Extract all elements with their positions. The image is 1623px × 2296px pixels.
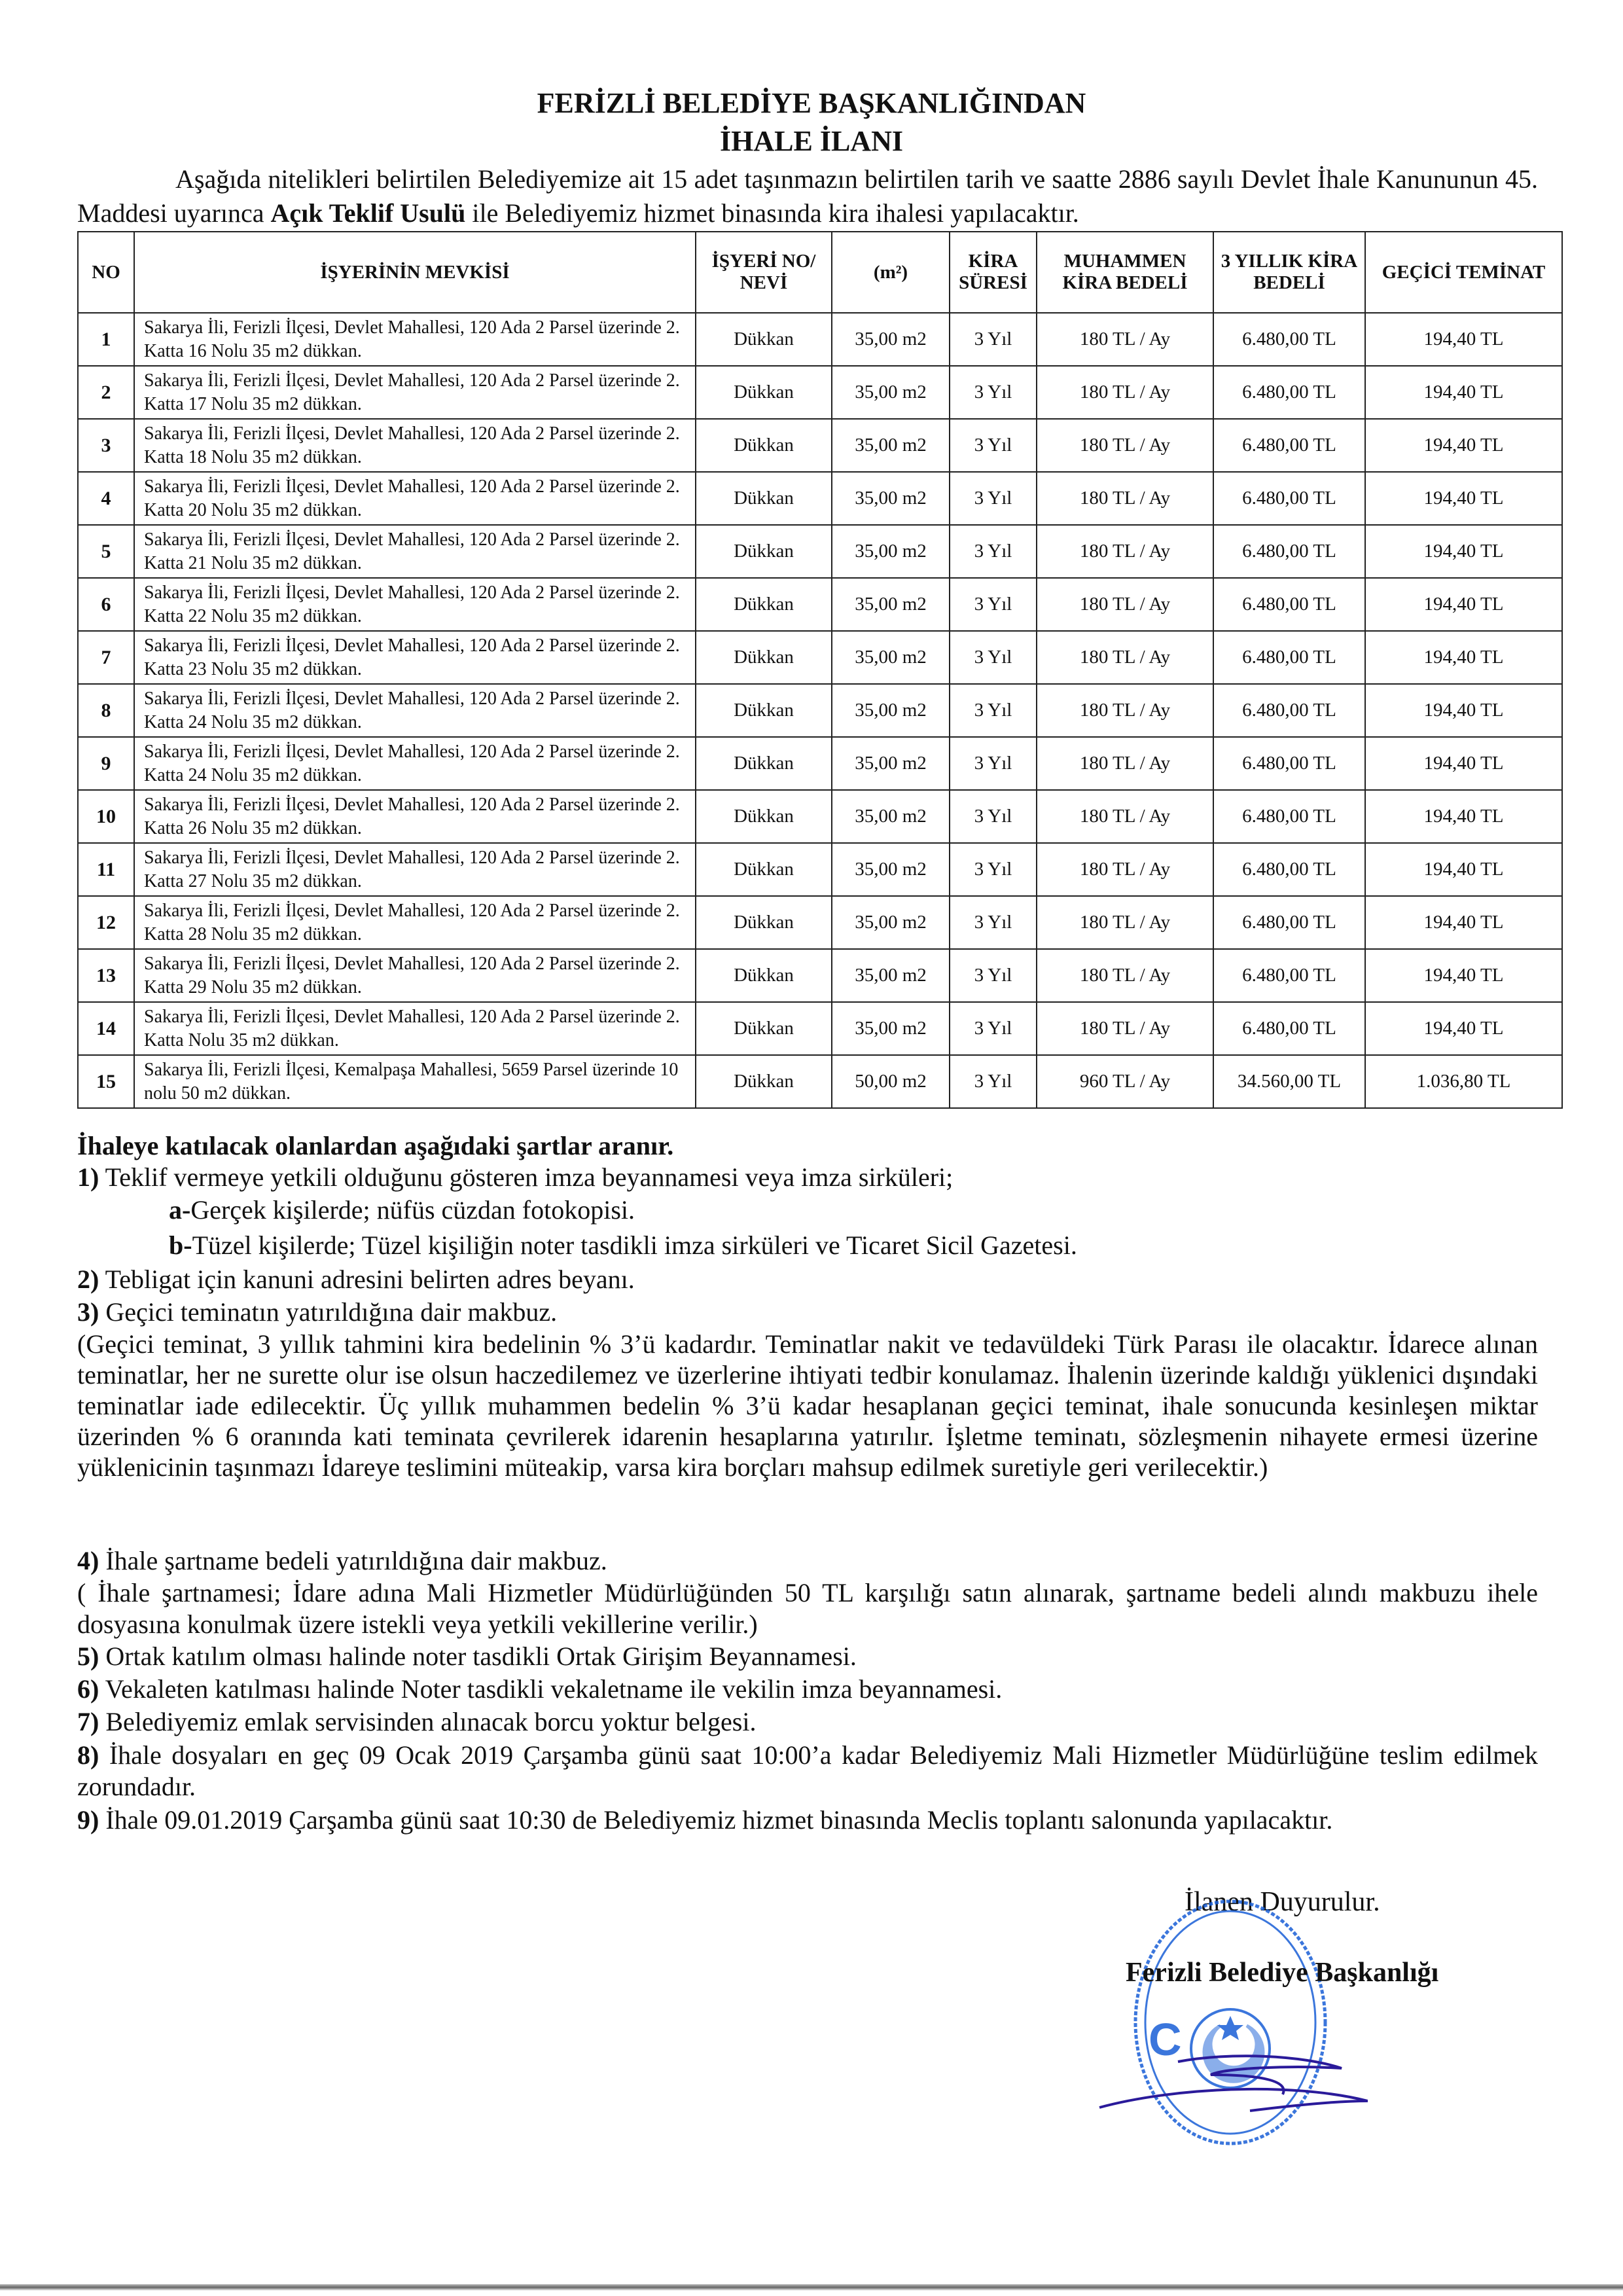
row-location: Sakarya İli, Ferizli İlçesi, Devlet Mahallesi, 120 Ada 2 Parsel üzerinde 2. Katta 21 Nolu 35 m2 dükkan. bbox=[134, 525, 696, 578]
col-header-rent-3y: 3 YILLIK KİRA BEDELİ bbox=[1213, 232, 1365, 313]
row-number: 3 bbox=[78, 419, 134, 472]
row-deposit: 194,40 TL bbox=[1365, 419, 1562, 472]
table-row bbox=[78, 737, 1562, 790]
row-location: Sakarya İli, Ferizli İlçesi, Devlet Mahallesi, 120 Ada 2 Parsel üzerinde 2. Katta 26 Nolu 35 m2 dükkan. bbox=[134, 790, 696, 843]
row-number: 11 bbox=[78, 843, 134, 896]
row-deposit: 194,40 TL bbox=[1365, 790, 1562, 843]
row-type: Dükkan bbox=[696, 419, 832, 472]
table-header-row bbox=[78, 232, 1562, 313]
row-rent-3y: 6.480,00 TL bbox=[1213, 631, 1365, 684]
intro-bold: Açık Teklif Usulü bbox=[270, 198, 466, 228]
official-stamp-icon bbox=[1093, 1885, 1368, 2160]
row-number: 2 bbox=[78, 366, 134, 419]
row-rent-3y: 6.480,00 TL bbox=[1213, 1002, 1365, 1055]
row-deposit: 194,40 TL bbox=[1365, 949, 1562, 1002]
condition-3 bbox=[77, 1297, 1538, 1327]
condition-number: 7) bbox=[77, 1707, 99, 1736]
row-type: Dükkan bbox=[696, 1002, 832, 1055]
condition-number: 3) bbox=[77, 1297, 99, 1327]
condition-number: 1) bbox=[77, 1162, 99, 1192]
condition-number: 4) bbox=[77, 1546, 99, 1575]
condition-2 bbox=[77, 1265, 1538, 1295]
row-rent-3y: 6.480,00 TL bbox=[1213, 419, 1365, 472]
conditions-heading: İhaleye katılacak olanlardan aşağıdaki şartlar aranır. bbox=[77, 1131, 674, 1160]
table-row bbox=[78, 1002, 1562, 1055]
table-row bbox=[78, 896, 1562, 949]
row-rent-3y: 6.480,00 TL bbox=[1213, 578, 1365, 631]
row-type: Dükkan bbox=[696, 1055, 832, 1108]
table-row bbox=[78, 525, 1562, 578]
row-estimated-rent: 960 TL / Ay bbox=[1037, 1055, 1213, 1108]
row-number: 1 bbox=[78, 313, 134, 366]
row-duration: 3 Yıl bbox=[950, 949, 1037, 1002]
row-duration: 3 Yıl bbox=[950, 737, 1037, 790]
col-header-location: İŞYERİNİN MEVKİSİ bbox=[134, 232, 696, 313]
row-duration: 3 Yıl bbox=[950, 578, 1037, 631]
row-number: 6 bbox=[78, 578, 134, 631]
condition-4-note: ( İhale şartnamesi; İdare adına Mali Hizmetler Müdürlüğünden 50 TL karşılığı satın alınarak, şartname bedeli alındı makbuzu ihele dosyasına konulmak üzere istekli veya yetkili vekillerine verilir.) bbox=[77, 1578, 1538, 1639]
row-estimated-rent: 180 TL / Ay bbox=[1037, 472, 1213, 525]
row-estimated-rent: 180 TL / Ay bbox=[1037, 1002, 1213, 1055]
row-area: 35,00 m2 bbox=[832, 896, 950, 949]
row-type: Dükkan bbox=[696, 631, 832, 684]
condition-9 bbox=[77, 1805, 1538, 1835]
row-estimated-rent: 180 TL / Ay bbox=[1037, 843, 1213, 896]
col-header-deposit: GEÇİCİ TEMİNAT bbox=[1365, 232, 1562, 313]
row-duration: 3 Yıl bbox=[950, 419, 1037, 472]
row-number: 14 bbox=[78, 1002, 134, 1055]
row-area: 35,00 m2 bbox=[832, 313, 950, 366]
row-rent-3y: 34.560,00 TL bbox=[1213, 1055, 1365, 1108]
svg-text:C: C bbox=[1149, 2014, 1182, 2065]
row-number: 10 bbox=[78, 790, 134, 843]
row-rent-3y: 6.480,00 TL bbox=[1213, 949, 1365, 1002]
row-estimated-rent: 180 TL / Ay bbox=[1037, 684, 1213, 737]
row-location: Sakarya İli, Ferizli İlçesi, Devlet Mahallesi, 120 Ada 2 Parsel üzerinde 2. Katta 24 Nolu 35 m2 dükkan. bbox=[134, 737, 696, 790]
row-duration: 3 Yıl bbox=[950, 843, 1037, 896]
condition-3-note: (Geçici teminat, 3 yıllık tahmini kira bedelinin % 3’ü kadardır. Teminatlar nakit ve tedavüldeki Türk Parası ile olacaktır. İdarece alınan teminatlar, her ne surette olur ise olsun haczedilemez ve üzerlerine ihtiyati tedbir konulamaz. İhalenin üzerinde kaldığı yüklenici dışındaki teminatlar iade edilecektir. Üç yıllık muhammen bedelin % 3’ü kadar hesaplanan geçici teminat, ihale sonucunda kesinleşen miktar üzerinden % 6 oranında kati teminata çevrilerek idarenin hesaplarına yatırılır. İşletme teminatı, sözleşmenin nihayete ermesi üzerine yüklenicinin taşınmazı İdareye teslimini müteakip, varsa kira borçları mahsup edilmek suretiyle geri verilecektir.) bbox=[77, 1329, 1538, 1482]
row-deposit: 194,40 TL bbox=[1365, 896, 1562, 949]
row-area: 35,00 m2 bbox=[832, 949, 950, 1002]
row-rent-3y: 6.480,00 TL bbox=[1213, 525, 1365, 578]
col-header-estimated-rent: MUHAMMEN KİRA BEDELİ bbox=[1037, 232, 1213, 313]
row-duration: 3 Yıl bbox=[950, 313, 1037, 366]
condition-6 bbox=[77, 1674, 1538, 1704]
row-area: 35,00 m2 bbox=[832, 525, 950, 578]
row-estimated-rent: 180 TL / Ay bbox=[1037, 525, 1213, 578]
row-area: 35,00 m2 bbox=[832, 1002, 950, 1055]
row-deposit: 194,40 TL bbox=[1365, 313, 1562, 366]
condition-1b bbox=[169, 1230, 1623, 1261]
announcement-closing: İlanen Duyurulur. bbox=[1185, 1887, 1380, 1917]
row-type: Dükkan bbox=[696, 843, 832, 896]
table-row bbox=[78, 631, 1562, 684]
row-estimated-rent: 180 TL / Ay bbox=[1037, 737, 1213, 790]
row-location: Sakarya İli, Ferizli İlçesi, Devlet Mahallesi, 120 Ada 2 Parsel üzerinde 2. Katta 20 Nolu 35 m2 dükkan. bbox=[134, 472, 696, 525]
table-row bbox=[78, 578, 1562, 631]
row-number: 13 bbox=[78, 949, 134, 1002]
condition-text: Vekaleten katılması halinde Noter tasdikli vekaletname ile vekilin imza beyannamesi. bbox=[99, 1674, 1003, 1704]
condition-number: 8) bbox=[77, 1740, 99, 1770]
condition-number: 2) bbox=[77, 1265, 99, 1294]
row-area: 35,00 m2 bbox=[832, 631, 950, 684]
row-estimated-rent: 180 TL / Ay bbox=[1037, 896, 1213, 949]
condition-1 bbox=[77, 1162, 1538, 1193]
col-header-type: İŞYERİ NO/ NEVİ bbox=[696, 232, 832, 313]
condition-text: Geçici teminatın yatırıldığına dair makbuz. bbox=[99, 1297, 558, 1327]
row-duration: 3 Yıl bbox=[950, 1055, 1037, 1108]
row-type: Dükkan bbox=[696, 737, 832, 790]
issuing-authority: Ferizli Belediye Başkanlığı bbox=[1126, 1958, 1439, 1988]
row-deposit: 194,40 TL bbox=[1365, 1002, 1562, 1055]
row-area: 50,00 m2 bbox=[832, 1055, 950, 1108]
row-area: 35,00 m2 bbox=[832, 737, 950, 790]
row-estimated-rent: 180 TL / Ay bbox=[1037, 313, 1213, 366]
row-number: 15 bbox=[78, 1055, 134, 1108]
row-duration: 3 Yıl bbox=[950, 472, 1037, 525]
row-location: Sakarya İli, Ferizli İlçesi, Devlet Mahallesi, 120 Ada 2 Parsel üzerinde 2. Katta 29 Nolu 35 m2 dükkan. bbox=[134, 949, 696, 1002]
row-deposit: 194,40 TL bbox=[1365, 472, 1562, 525]
row-number: 9 bbox=[78, 737, 134, 790]
page-title: FERİZLİ BELEDİYE BAŞKANLIĞINDAN bbox=[537, 87, 1086, 119]
condition-5 bbox=[77, 1641, 1538, 1672]
condition-text: İhale şartname bedeli yatırıldığına dair makbuz. bbox=[99, 1546, 607, 1575]
condition-4 bbox=[77, 1546, 1538, 1576]
row-rent-3y: 6.480,00 TL bbox=[1213, 684, 1365, 737]
row-area: 35,00 m2 bbox=[832, 578, 950, 631]
page-subtitle: İHALE İLANI bbox=[720, 125, 903, 157]
condition-number: 9) bbox=[77, 1805, 99, 1835]
row-estimated-rent: 180 TL / Ay bbox=[1037, 419, 1213, 472]
condition-text: İhale dosyaları en geç 09 Ocak 2019 Çarşamba günü saat 10:00’a kadar Belediyemiz Mali Hizmetler Müdürlüğüne teslim edilmek zorundadır. bbox=[77, 1740, 1538, 1801]
row-number: 4 bbox=[78, 472, 134, 525]
col-header-duration: KİRA SÜRESİ bbox=[950, 232, 1037, 313]
row-deposit: 194,40 TL bbox=[1365, 737, 1562, 790]
table-body bbox=[78, 313, 1562, 1108]
row-deposit: 194,40 TL bbox=[1365, 631, 1562, 684]
row-duration: 3 Yıl bbox=[950, 684, 1037, 737]
row-type: Dükkan bbox=[696, 525, 832, 578]
row-estimated-rent: 180 TL / Ay bbox=[1037, 366, 1213, 419]
condition-text: Teklif vermeye yetkili olduğunu gösteren imza beyannamesi veya imza sirküleri; bbox=[99, 1162, 954, 1192]
table-row bbox=[78, 472, 1562, 525]
intro-text-end: ile Belediyemiz hizmet binasında kira ihalesi yapılacaktır. bbox=[465, 198, 1079, 228]
row-rent-3y: 6.480,00 TL bbox=[1213, 737, 1365, 790]
row-location: Sakarya İli, Ferizli İlçesi, Devlet Mahallesi, 120 Ada 2 Parsel üzerinde 2. Katta Nolu 35 m2 dükkan. bbox=[134, 1002, 696, 1055]
row-type: Dükkan bbox=[696, 896, 832, 949]
tender-table bbox=[77, 231, 1563, 1109]
row-deposit: 1.036,80 TL bbox=[1365, 1055, 1562, 1108]
row-type: Dükkan bbox=[696, 790, 832, 843]
row-type: Dükkan bbox=[696, 366, 832, 419]
condition-number: b- bbox=[169, 1230, 192, 1260]
row-duration: 3 Yıl bbox=[950, 631, 1037, 684]
row-duration: 3 Yıl bbox=[950, 896, 1037, 949]
row-area: 35,00 m2 bbox=[832, 366, 950, 419]
row-location: Sakarya İli, Ferizli İlçesi, Devlet Mahallesi, 120 Ada 2 Parsel üzerinde 2. Katta 24 Nolu 35 m2 dükkan. bbox=[134, 684, 696, 737]
condition-7 bbox=[77, 1707, 1538, 1737]
row-estimated-rent: 180 TL / Ay bbox=[1037, 578, 1213, 631]
row-area: 35,00 m2 bbox=[832, 790, 950, 843]
table-row bbox=[78, 949, 1562, 1002]
condition-number: 5) bbox=[77, 1641, 99, 1671]
row-rent-3y: 6.480,00 TL bbox=[1213, 366, 1365, 419]
condition-text: Ortak katılım olması halinde noter tasdikli Ortak Girişim Beyannamesi. bbox=[99, 1641, 857, 1671]
condition-text: İhale 09.01.2019 Çarşamba günü saat 10:30 de Belediyemiz hizmet binasında Meclis toplantı salonunda yapılacaktır. bbox=[99, 1805, 1333, 1835]
row-duration: 3 Yıl bbox=[950, 525, 1037, 578]
row-location: Sakarya İli, Ferizli İlçesi, Devlet Mahallesi, 120 Ada 2 Parsel üzerinde 2. Katta 22 Nolu 35 m2 dükkan. bbox=[134, 578, 696, 631]
table-row bbox=[78, 366, 1562, 419]
row-area: 35,00 m2 bbox=[832, 472, 950, 525]
table-row bbox=[78, 684, 1562, 737]
row-rent-3y: 6.480,00 TL bbox=[1213, 843, 1365, 896]
condition-text: Tüzel kişilerde; Tüzel kişiliğin noter tasdikli imza sirküleri ve Ticaret Sicil Gazetesi. bbox=[192, 1230, 1077, 1260]
row-rent-3y: 6.480,00 TL bbox=[1213, 790, 1365, 843]
row-number: 12 bbox=[78, 896, 134, 949]
condition-text: Tebligat için kanuni adresini belirten adres beyanı. bbox=[99, 1265, 635, 1294]
row-deposit: 194,40 TL bbox=[1365, 684, 1562, 737]
row-type: Dükkan bbox=[696, 578, 832, 631]
intro-text: Aşağıda nitelikleri belirtilen Belediyemize ait 15 adet taşınmazın belirtilen tarih ve saatte 2886 sayılı Devlet İhale Kanununun 45. Maddesi uyarınca bbox=[77, 164, 1538, 228]
condition-1a bbox=[169, 1195, 1623, 1225]
condition-text: Gerçek kişilerde; nüfüs cüzdan fotokopisi. bbox=[190, 1195, 635, 1225]
row-deposit: 194,40 TL bbox=[1365, 843, 1562, 896]
table-row bbox=[78, 843, 1562, 896]
row-deposit: 194,40 TL bbox=[1365, 366, 1562, 419]
row-duration: 3 Yıl bbox=[950, 1002, 1037, 1055]
row-number: 5 bbox=[78, 525, 134, 578]
row-type: Dükkan bbox=[696, 472, 832, 525]
condition-8 bbox=[77, 1740, 1538, 1803]
row-estimated-rent: 180 TL / Ay bbox=[1037, 631, 1213, 684]
row-rent-3y: 6.480,00 TL bbox=[1213, 896, 1365, 949]
row-rent-3y: 6.480,00 TL bbox=[1213, 313, 1365, 366]
row-duration: 3 Yıl bbox=[950, 366, 1037, 419]
row-duration: 3 Yıl bbox=[950, 790, 1037, 843]
row-location: Sakarya İli, Ferizli İlçesi, Devlet Mahallesi, 120 Ada 2 Parsel üzerinde 2. Katta 18 Nolu 35 m2 dükkan. bbox=[134, 419, 696, 472]
row-area: 35,00 m2 bbox=[832, 419, 950, 472]
condition-number: 6) bbox=[77, 1674, 99, 1704]
row-type: Dükkan bbox=[696, 684, 832, 737]
row-number: 8 bbox=[78, 684, 134, 737]
table-row bbox=[78, 313, 1562, 366]
condition-text: Belediyemiz emlak servisinden alınacak borcu yoktur belgesi. bbox=[99, 1707, 757, 1736]
condition-number: a- bbox=[169, 1195, 191, 1225]
row-deposit: 194,40 TL bbox=[1365, 525, 1562, 578]
row-estimated-rent: 180 TL / Ay bbox=[1037, 790, 1213, 843]
row-location: Sakarya İli, Ferizli İlçesi, Devlet Mahallesi, 120 Ada 2 Parsel üzerinde 2. Katta 17 Nolu 35 m2 dükkan. bbox=[134, 366, 696, 419]
row-type: Dükkan bbox=[696, 949, 832, 1002]
table-row bbox=[78, 1055, 1562, 1108]
table-row bbox=[78, 419, 1562, 472]
row-type: Dükkan bbox=[696, 313, 832, 366]
page-bottom-edge bbox=[0, 2284, 1623, 2291]
row-area: 35,00 m2 bbox=[832, 684, 950, 737]
table-row bbox=[78, 790, 1562, 843]
row-location: Sakarya İli, Ferizli İlçesi, Devlet Mahallesi, 120 Ada 2 Parsel üzerinde 2. Katta 16 Nolu 35 m2 dükkan. bbox=[134, 313, 696, 366]
row-location: Sakarya İli, Ferizli İlçesi, Devlet Mahallesi, 120 Ada 2 Parsel üzerinde 2. Katta 28 Nolu 35 m2 dükkan. bbox=[134, 896, 696, 949]
row-location: Sakarya İli, Ferizli İlçesi, Devlet Mahallesi, 120 Ada 2 Parsel üzerinde 2. Katta 27 Nolu 35 m2 dükkan. bbox=[134, 843, 696, 896]
row-deposit: 194,40 TL bbox=[1365, 578, 1562, 631]
intro-paragraph bbox=[77, 162, 1538, 230]
row-estimated-rent: 180 TL / Ay bbox=[1037, 949, 1213, 1002]
row-rent-3y: 6.480,00 TL bbox=[1213, 472, 1365, 525]
row-area: 35,00 m2 bbox=[832, 843, 950, 896]
row-number: 7 bbox=[78, 631, 134, 684]
row-location: Sakarya İli, Ferizli İlçesi, Kemalpaşa Mahallesi, 5659 Parsel üzerinde 10 nolu 50 m2 dükkan. bbox=[134, 1055, 696, 1108]
col-header-no: NO bbox=[78, 232, 134, 313]
row-location: Sakarya İli, Ferizli İlçesi, Devlet Mahallesi, 120 Ada 2 Parsel üzerinde 2. Katta 23 Nolu 35 m2 dükkan. bbox=[134, 631, 696, 684]
col-header-area: (m²) bbox=[832, 232, 950, 313]
